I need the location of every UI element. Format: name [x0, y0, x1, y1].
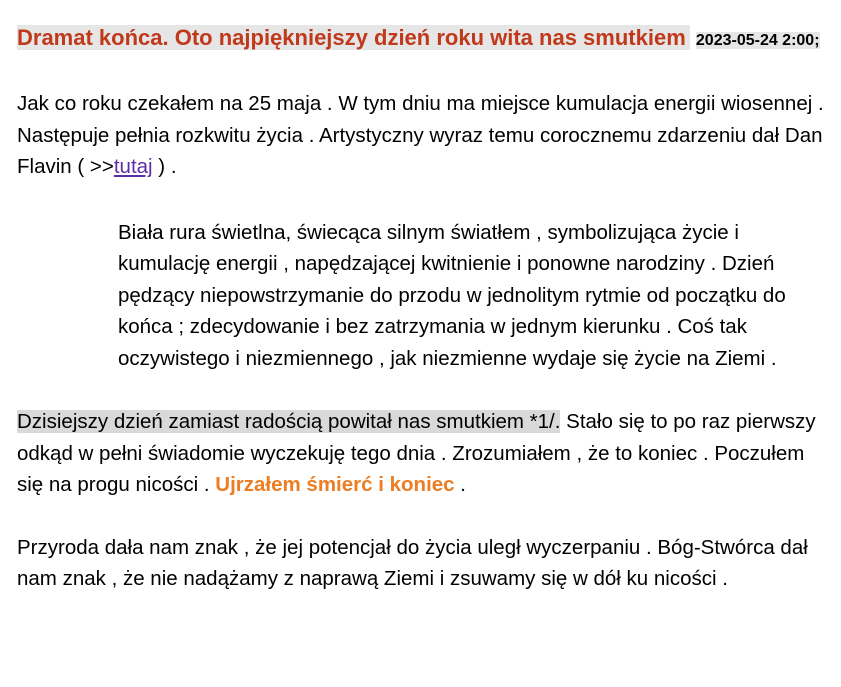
intro-text: Jak co roku czekałem na 25 maja . W tym dniu ma miejsce kumulacja energii wiosennej . Następuje pełnia rozkwitu życia . Artystyczny wyraz temu corocznemu zdarzeniu dał Dan Flavin ( >>	[17, 92, 824, 178]
intro-text-end: ) .	[152, 155, 177, 178]
article-date: 2023-05-24 2:00;	[695, 32, 820, 49]
highlighted-sentence: Dzisiejszy dzień zamiast radością powitał nas smutkiem *1/.	[17, 410, 561, 433]
article-title: Dramat końca. Oto najpiękniejszy dzień roku wita nas smutkiem	[17, 25, 690, 50]
paragraph-2	[17, 406, 827, 501]
article-header	[17, 22, 827, 56]
tutaj-link[interactable]: tutaj	[113, 155, 153, 178]
intro-paragraph	[17, 88, 827, 183]
emphasis-text: Ujrzałem śmierć i koniec	[215, 473, 455, 496]
paragraph-2-ending: .	[454, 473, 466, 496]
paragraph-2-text: Stało się to po raz pierwszy odkąd w pełni świadomie wyczekuję tego dnia . Zrozumiałem , że to koniec . Poczułem się na progu nicości .	[17, 410, 816, 496]
paragraph-3: Przyroda dała nam znak , że jej potencjał do życia uległ wyczerpaniu . Bóg-Stwórca dał nam znak , że nie nadążamy z naprawą Ziemi i zsuwamy się w dół ku nicości .	[17, 535, 808, 590]
document-page	[17, 22, 827, 595]
quote-block: Biała rura świetlna, świecąca silnym światłem , symbolizująca życie i kumulację energii , napędzającej kwitnienie i ponowne narodziny . Dzień pędzący niepowstrzymanie do przodu w jednolitym rytmie od początku do końca ; zdecydowanie i bez zatrzymania w jednym kierunku . Coś tak oczywistego i niezmiennego , jak niezmienne wydaje się życie na Ziemi .	[118, 220, 786, 370]
